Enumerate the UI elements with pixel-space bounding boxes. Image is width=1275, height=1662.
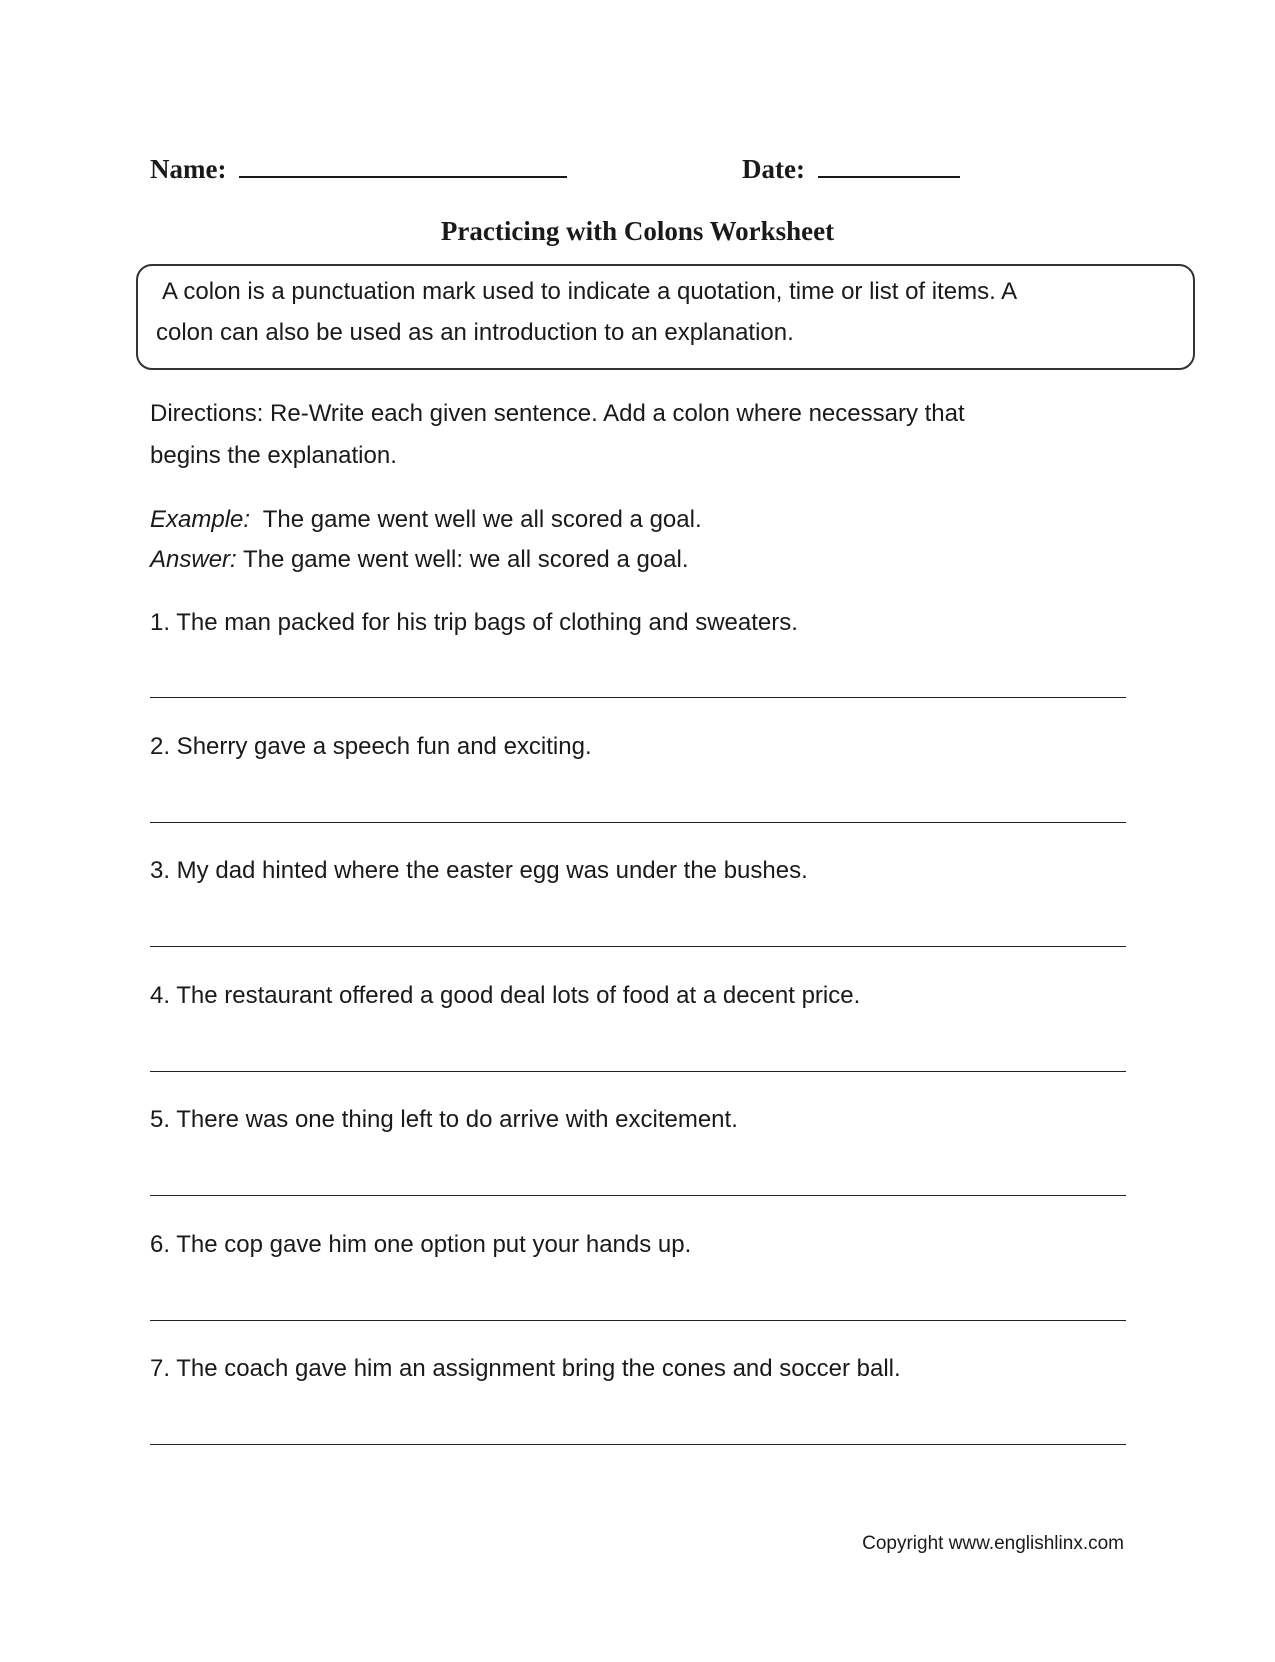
- answer-line-2[interactable]: [150, 822, 1126, 823]
- question-3: 3. My dad hinted where the easter egg was under the bushes.: [150, 857, 808, 884]
- question-2: 2. Sherry gave a speech fun and exciting.: [150, 733, 592, 760]
- example-label: Example:: [150, 506, 251, 533]
- question-4: 4. The restaurant offered a good deal lots of food at a decent price.: [150, 982, 861, 1009]
- date-field: [742, 152, 960, 185]
- answer-line-4[interactable]: [150, 1071, 1126, 1072]
- date-blank[interactable]: [818, 152, 960, 178]
- directions-line-1: Directions: Re-Write each given sentence. Add a colon where necessary that: [150, 400, 965, 427]
- date-label: Date:: [742, 154, 805, 184]
- question-6: 6. The cop gave him one option put your hands up.: [150, 1231, 692, 1258]
- question-5: 5. There was one thing left to do arrive with excitement.: [150, 1106, 738, 1133]
- question-1: 1. The man packed for his trip bags of clothing and sweaters.: [150, 609, 798, 636]
- answer-line-7[interactable]: [150, 1444, 1126, 1445]
- directions-line-2: begins the explanation.: [150, 442, 397, 469]
- definition-line-2: colon can also be used as an introduction to an explanation.: [156, 319, 794, 346]
- page-title: Practicing with Colons Worksheet: [440, 216, 835, 246]
- answer-line: [150, 546, 689, 574]
- answer-line-5[interactable]: [150, 1195, 1126, 1196]
- definition-box: [136, 264, 1195, 370]
- example-line: [150, 506, 702, 534]
- question-7: 7. The coach gave him an assignment bring the cones and soccer ball.: [150, 1355, 901, 1382]
- answer-line-1[interactable]: [150, 697, 1126, 698]
- answer-text: The game went well: we all scored a goal.: [242, 546, 689, 573]
- answer-label: Answer:: [150, 546, 237, 573]
- definition-line-1: A colon is a punctuation mark used to indicate a quotation, time or list of items. A: [162, 278, 1018, 305]
- copyright: Copyright www.englishlinx.com: [862, 1533, 1124, 1554]
- example-text: The game went well we all scored a goal.: [262, 506, 702, 533]
- name-label: Name:: [150, 154, 227, 184]
- answer-line-6[interactable]: [150, 1320, 1126, 1321]
- name-blank[interactable]: [239, 152, 567, 178]
- answer-line-3[interactable]: [150, 946, 1126, 947]
- name-field: [150, 152, 567, 185]
